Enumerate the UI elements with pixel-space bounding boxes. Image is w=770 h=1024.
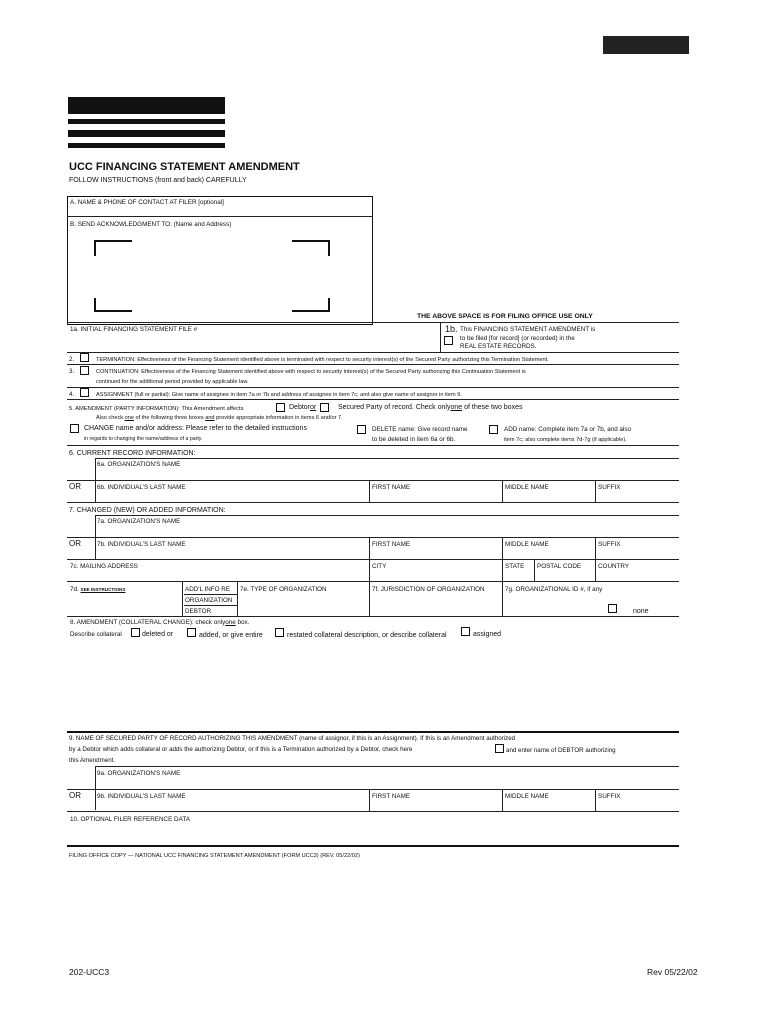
item-7-addl-line1: ADD'L INFO RE (185, 586, 231, 593)
real-estate-checkbox[interactable] (444, 336, 453, 345)
item-9a-label: 9a. ORGANIZATION'S NAME (97, 770, 181, 777)
secured-party-checkbox[interactable] (320, 403, 329, 412)
change-checkbox[interactable] (70, 424, 79, 433)
page-title: UCC FINANCING STATEMENT AMENDMENT (69, 161, 300, 173)
item-9-line3: this Amendment. (69, 757, 116, 764)
collateral-deleted-label: deleted or (142, 631, 174, 638)
item-1b-line1: This FINANCING STATEMENT AMENDMENT is (460, 326, 596, 333)
collateral-restated-checkbox[interactable] (275, 628, 284, 637)
item-7g-none: none (633, 608, 649, 615)
item-3-text: CONTINUATION: Effectiveness of the Financing Statement identified above with respect to security interest(s) of the Secured Party authorizing this Continuation Statement is (96, 369, 526, 375)
item-9-suffix-label: SUFFIX (598, 793, 621, 800)
item-1b-line2: to be filed [for record] (or recorded) in the (460, 335, 575, 342)
item-7a-label: 7a. ORGANIZATION'S NAME (97, 518, 181, 525)
collateral-added-label: added, or give entire (199, 632, 263, 639)
item-6-middle-label: MIDDLE NAME (505, 484, 549, 491)
collateral-description-area[interactable] (68, 642, 678, 730)
collateral-deleted-checkbox[interactable] (131, 628, 140, 637)
item-7-city-label: CITY (372, 563, 387, 570)
item-7-middle-label: MIDDLE NAME (505, 541, 549, 548)
item-9-line1: 9. NAME OF SECURED PARTY OF RECORD AUTHORIZING THIS AMENDMENT (name of assignor, if this is an Assignment). If this is an Amendment authorized (69, 735, 516, 742)
section-b-label: B. SEND ACKNOWLEDGMENT TO: (Name and Address) (70, 221, 232, 228)
filer-reference-input[interactable] (68, 824, 678, 842)
initial-file-number-input[interactable] (200, 324, 430, 350)
add-sub: item 7c; also complete items 7d-7g (if applicable). (504, 437, 627, 443)
contact-input[interactable] (68, 207, 370, 215)
filing-office-copy-note: FILING OFFICE COPY — NATIONAL UCC FINANCING STATEMENT AMENDMENT (FORM UCC3) (REV. 05/22/02) (69, 853, 360, 859)
delete-label: DELETE name: Give record name (372, 426, 468, 433)
debtor-label: Debtor (289, 404, 311, 411)
debtor-authorized-checkbox[interactable] (495, 744, 504, 753)
item-6-suffix-label: SUFFIX (598, 484, 621, 491)
item-7-or: OR (69, 539, 81, 548)
header-stamp-block (603, 36, 689, 54)
form-id: 202-UCC3 (69, 967, 110, 977)
section-a-label: A. NAME & PHONE OF CONTACT AT FILER [optional] (70, 199, 224, 206)
item-7-addl-line3: DEBTOR (185, 608, 212, 615)
item-7-state-label: STATE (505, 563, 525, 570)
item-9-line2: by a Debtor which adds collateral or adds the authorizing Debtor, or if this is a Termination authorized by a Debtor, check here (69, 746, 413, 753)
item-1b-number: 1b. (445, 324, 458, 334)
item-2-number: 2. (69, 356, 75, 363)
item-7d-label: 7d. SEE INSTRUCTIONS (70, 586, 126, 593)
item-5-also: Also check one of the following three boxes and provide appropriate information in items 6 and/or 7. (96, 415, 343, 421)
secured-party-line: Secured Party of record. Check onlyone of these two boxes (338, 404, 523, 411)
item-7-country-label: COUNTRY (598, 563, 630, 570)
form-revision: Rev 05/22/02 (647, 967, 698, 977)
item-9-middle-label: MIDDLE NAME (505, 793, 549, 800)
item-9-or: OR (69, 791, 81, 800)
item-6-or: OR (69, 482, 81, 491)
item-9-first-label: FIRST NAME (372, 793, 411, 800)
item-6-first-label: FIRST NAME (372, 484, 411, 491)
item-1a-label: 1a. INITIAL FINANCING STATEMENT FILE # (70, 326, 198, 333)
page-subtitle: FOLLOW INSTRUCTIONS (front and back) CAREFULLY (69, 177, 247, 184)
change-label: CHANGE name and/or address: Please refer to the detailed instructions (84, 425, 307, 432)
continuation-checkbox[interactable] (80, 366, 89, 375)
collateral-assigned-label: assigned (473, 631, 502, 638)
item-8-label: 8. AMENDMENT (COLLATERAL CHANGE): check onlyone box. (70, 619, 250, 626)
add-label: ADD name: Complete item 7a or 7b, and also (504, 426, 632, 433)
item-9b-label: 9b. INDIVIDUAL'S LAST NAME (97, 793, 186, 800)
assignment-checkbox[interactable] (80, 388, 89, 397)
item-4-text: ASSIGNMENT (full or partial): Give name of assignee in item 7a or 7b and address of assignee in item 7c; and also give name of assignor in item 9. (96, 392, 462, 398)
delete-sub: to be deleted in item 6a or 6b. (372, 436, 456, 443)
org-id-none-checkbox[interactable] (608, 604, 617, 613)
item-1b-line3: REAL ESTATE RECORDS. (460, 343, 537, 350)
collateral-added-checkbox[interactable] (187, 628, 196, 637)
item-7e-label: 7e. TYPE OF ORGANIZATION (240, 586, 327, 593)
item-6-title: 6. CURRENT RECORD INFORMATION: (69, 450, 196, 457)
item-9-check-text: and enter name of DEBTOR authorizing (506, 747, 616, 754)
item-8-describe: Describe collateral (70, 631, 122, 638)
item-4-number: 4. (69, 391, 75, 398)
item-6a-label: 6a. ORGANIZATION'S NAME (97, 461, 181, 468)
change-sub: in regards to changing the name/address of a party. (84, 436, 203, 442)
collateral-assigned-checkbox[interactable] (461, 627, 470, 636)
item-7-suffix-label: SUFFIX (598, 541, 621, 548)
item-7-postal-label: POSTAL CODE (537, 563, 582, 570)
delete-checkbox[interactable] (357, 425, 366, 434)
item-7-addl-line2: ORGANIZATION (185, 597, 233, 604)
item-3-number: 3. (69, 368, 75, 375)
or-label: or (310, 404, 317, 411)
item-6a-input[interactable] (96, 469, 678, 479)
item-2-text: TERMINATION: Effectiveness of the Financing Statement identified above is terminated with respect to security interest(s) of the Secured Party authorizing this Termination Statement. (96, 357, 549, 363)
filing-office-note: THE ABOVE SPACE IS FOR FILING OFFICE USE ONLY (417, 313, 593, 320)
item-10-label: 10. OPTIONAL FILER REFERENCE DATA (70, 816, 190, 823)
item-7c-label: 7c. MAILING ADDRESS (70, 563, 138, 570)
termination-checkbox[interactable] (80, 353, 89, 362)
add-checkbox[interactable] (489, 425, 498, 434)
item-7-first-label: FIRST NAME (372, 541, 411, 548)
item-7-title: 7. CHANGED (NEW) OR ADDED INFORMATION: (69, 507, 226, 514)
debtor-checkbox[interactable] (276, 403, 285, 412)
item-5-label: 5. AMENDMENT (PARTY INFORMATION): This Amendment affects (69, 406, 244, 412)
item-7a-input[interactable] (96, 526, 678, 536)
item-7f-label: 7f. JURISDICTION OF ORGANIZATION (372, 586, 485, 593)
item-7b-label: 7b. INDIVIDUAL'S LAST NAME (97, 541, 186, 548)
item-7g-label: 7g. ORGANIZATIONAL ID #, if any (505, 586, 603, 593)
collateral-restated-label: restated collateral description, or describe collateral (287, 632, 447, 639)
item-9a-input[interactable] (96, 778, 678, 788)
item-3-text2: continued for the additional period provided by applicable law. (96, 379, 249, 385)
item-6b-label: 6b. INDIVIDUAL'S LAST NAME (97, 484, 186, 491)
